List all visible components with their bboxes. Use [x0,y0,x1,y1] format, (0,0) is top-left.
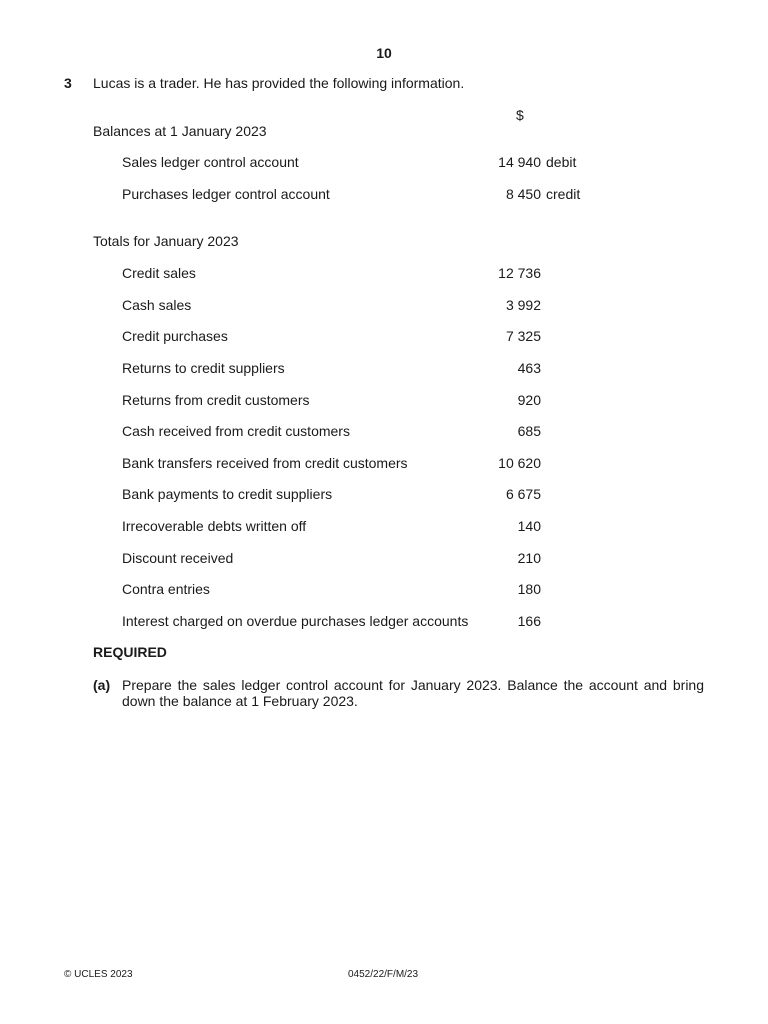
balance-side: credit [546,186,581,202]
totals-label: Discount received [122,550,234,566]
totals-label: Contra entries [122,581,210,597]
totals-amount: 463 [517,360,541,376]
part-a-text: Prepare the sales ledger control account for January 2023. Balance the account and bring down the balance at 1 February 2023. [122,677,704,709]
totals-label: Interest charged on overdue purchases ledger accounts [122,613,469,629]
page-number: 10 [376,45,392,61]
balance-side: debit [546,154,577,170]
totals-amount: 10 620 [498,455,541,471]
totals-amount: 7 325 [505,328,541,344]
totals-label: Credit sales [122,265,196,281]
totals-amount: 210 [517,550,541,566]
totals-amount: 3 992 [505,297,541,313]
totals-label: Bank transfers received from credit customers [122,455,408,471]
totals-label: Returns from credit customers [122,392,310,408]
footer-copyright: © UCLES 2023 [64,969,133,980]
balance-amount: 8 450 [505,186,541,202]
totals-amount: 685 [517,423,541,439]
balances-heading: Balances at 1 January 2023 [93,123,267,139]
balance-amount: 14 940 [498,154,541,170]
question-intro: Lucas is a trader. He has provided the following information. [93,75,465,91]
totals-amount: 6 675 [505,486,541,502]
totals-label: Credit purchases [122,328,228,344]
totals-label: Bank payments to credit suppliers [122,486,333,502]
totals-heading: Totals for January 2023 [93,233,239,249]
totals-amount: 166 [517,613,541,629]
totals-amount: 180 [517,581,541,597]
totals-amount: 12 736 [498,265,541,281]
question-number: 3 [64,75,72,91]
balance-label: Purchases ledger control account [122,186,330,202]
totals-label: Cash received from credit customers [122,423,350,439]
currency-symbol: $ [516,107,524,123]
required-heading: REQUIRED [93,644,167,660]
balance-label: Sales ledger control account [122,154,299,170]
totals-label: Returns to credit suppliers [122,360,285,376]
totals-amount: 140 [517,518,541,534]
totals-label: Irrecoverable debts written off [122,518,307,534]
footer-code: 0452/22/F/M/23 [348,969,419,980]
part-a-label: (a) [93,677,111,693]
totals-amount: 920 [517,392,541,408]
totals-label: Cash sales [122,297,192,313]
